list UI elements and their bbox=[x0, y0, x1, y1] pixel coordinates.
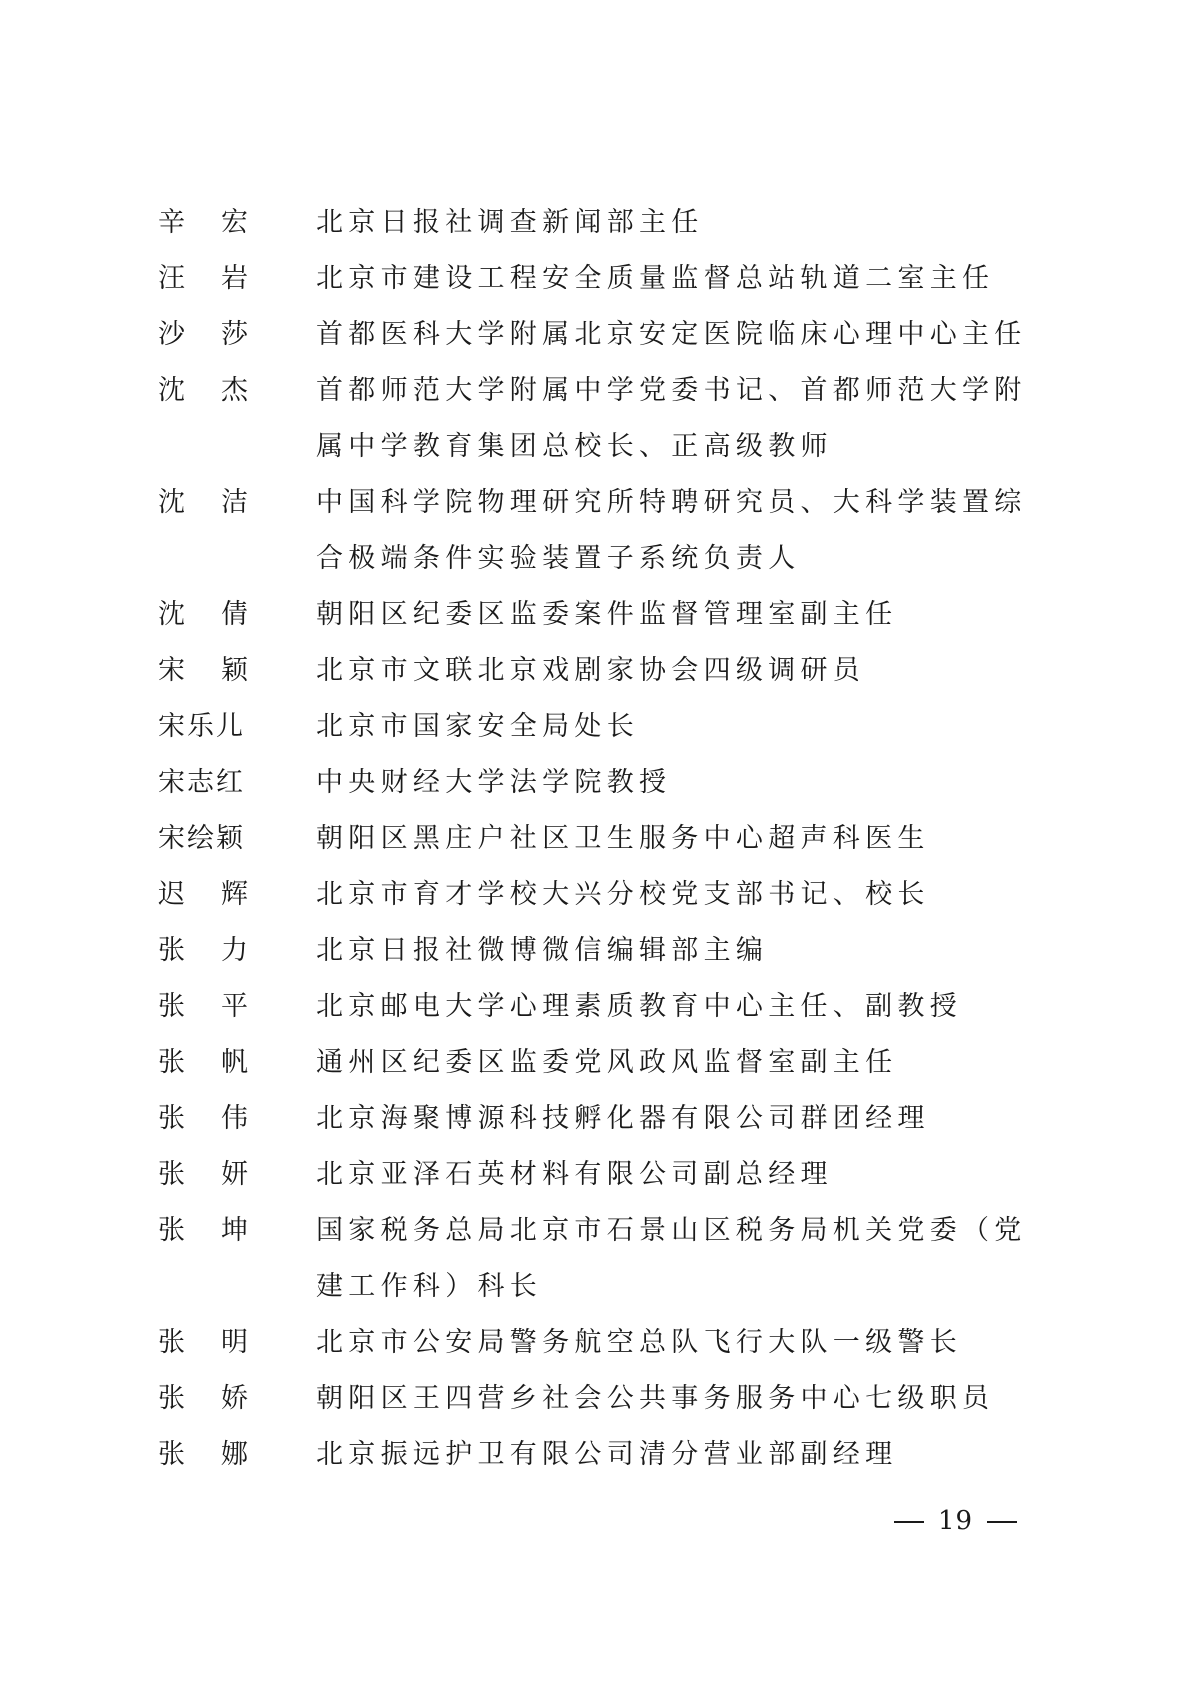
person-name: 沈洁 bbox=[158, 487, 284, 518]
list-item bbox=[158, 251, 1038, 307]
list-item bbox=[158, 1147, 1038, 1203]
person-title: 首都师范大学附属中学党委书记、首都师范大学附属中学教育集团总校长、正高级教师 bbox=[316, 375, 1027, 462]
person-title: 首都医科大学附属北京安定医院临床心理中心主任 bbox=[316, 319, 1027, 350]
person-title: 朝阳区黑庄户社区卫生服务中心超声科医生 bbox=[316, 823, 930, 854]
person-title: 北京邮电大学心理素质教育中心主任、副教授 bbox=[316, 991, 962, 1022]
person-name: 沙莎 bbox=[158, 319, 284, 350]
person-title: 北京日报社微博微信编辑部主编 bbox=[316, 935, 769, 966]
person-title: 国家税务总局北京市石景山区税务局机关党委（党建工作科）科长 bbox=[316, 1215, 1027, 1302]
person-name: 张力 bbox=[158, 935, 284, 966]
list-item bbox=[158, 755, 1038, 811]
person-title: 通州区纪委区监委党风政风监督室副主任 bbox=[316, 1047, 898, 1078]
person-title: 北京日报社调查新闻部主任 bbox=[316, 207, 704, 238]
left-dash bbox=[894, 1521, 924, 1523]
list-item bbox=[158, 1091, 1038, 1147]
list-item bbox=[158, 475, 1038, 587]
person-title: 中国科学院物理研究所特聘研究员、大科学装置综合极端条件实验装置子系统负责人 bbox=[316, 487, 1027, 574]
person-name: 宋乐儿 bbox=[158, 711, 245, 742]
page-number-footer bbox=[880, 1505, 1031, 1537]
person-title: 中央财经大学法学院教授 bbox=[316, 767, 672, 798]
person-title: 北京亚泽石英材料有限公司副总经理 bbox=[316, 1159, 833, 1190]
person-title: 北京市建设工程安全质量监督总站轨道二室主任 bbox=[316, 263, 995, 294]
person-name: 张平 bbox=[158, 991, 284, 1022]
list-item bbox=[158, 1035, 1038, 1091]
person-name: 张帆 bbox=[158, 1047, 284, 1078]
name-list bbox=[158, 195, 1038, 1483]
list-item bbox=[158, 699, 1038, 755]
person-name: 宋志红 bbox=[158, 767, 245, 798]
list-item bbox=[158, 363, 1038, 475]
list-item bbox=[158, 1203, 1038, 1315]
right-dash bbox=[987, 1521, 1017, 1523]
person-name: 张坤 bbox=[158, 1215, 284, 1246]
list-item bbox=[158, 195, 1038, 251]
person-title: 北京海聚博源科技孵化器有限公司群团经理 bbox=[316, 1103, 930, 1134]
person-name: 辛宏 bbox=[158, 207, 284, 238]
person-name: 张明 bbox=[158, 1327, 284, 1358]
person-name: 张妍 bbox=[158, 1159, 284, 1190]
person-name: 沈倩 bbox=[158, 599, 284, 630]
person-title: 朝阳区王四营乡社会公共事务服务中心七级职员 bbox=[316, 1383, 995, 1414]
list-item bbox=[158, 587, 1038, 643]
list-item bbox=[158, 307, 1038, 363]
person-title: 朝阳区纪委区监委案件监督管理室副主任 bbox=[316, 599, 898, 630]
list-item bbox=[158, 643, 1038, 699]
list-item bbox=[158, 1315, 1038, 1371]
person-title: 北京市国家安全局处长 bbox=[316, 711, 639, 742]
person-name: 张娜 bbox=[158, 1439, 284, 1470]
list-item bbox=[158, 1427, 1038, 1483]
person-name: 宋绘颖 bbox=[158, 823, 245, 854]
list-item bbox=[158, 979, 1038, 1035]
person-title: 北京振远护卫有限公司清分营业部副经理 bbox=[316, 1439, 898, 1470]
person-title: 北京市文联北京戏剧家协会四级调研员 bbox=[316, 655, 866, 686]
list-item bbox=[158, 867, 1038, 923]
person-name: 张伟 bbox=[158, 1103, 284, 1134]
list-item bbox=[158, 923, 1038, 979]
person-name: 迟辉 bbox=[158, 879, 284, 910]
person-title: 北京市育才学校大兴分校党支部书记、校长 bbox=[316, 879, 930, 910]
person-name: 沈杰 bbox=[158, 375, 284, 406]
list-item bbox=[158, 1371, 1038, 1427]
page-number: 19 bbox=[938, 1506, 974, 1536]
person-name: 汪岩 bbox=[158, 263, 284, 294]
list-item bbox=[158, 811, 1038, 867]
person-title: 北京市公安局警务航空总队飞行大队一级警长 bbox=[316, 1327, 962, 1358]
person-name: 宋颖 bbox=[158, 655, 284, 686]
person-name: 张娇 bbox=[158, 1383, 284, 1414]
